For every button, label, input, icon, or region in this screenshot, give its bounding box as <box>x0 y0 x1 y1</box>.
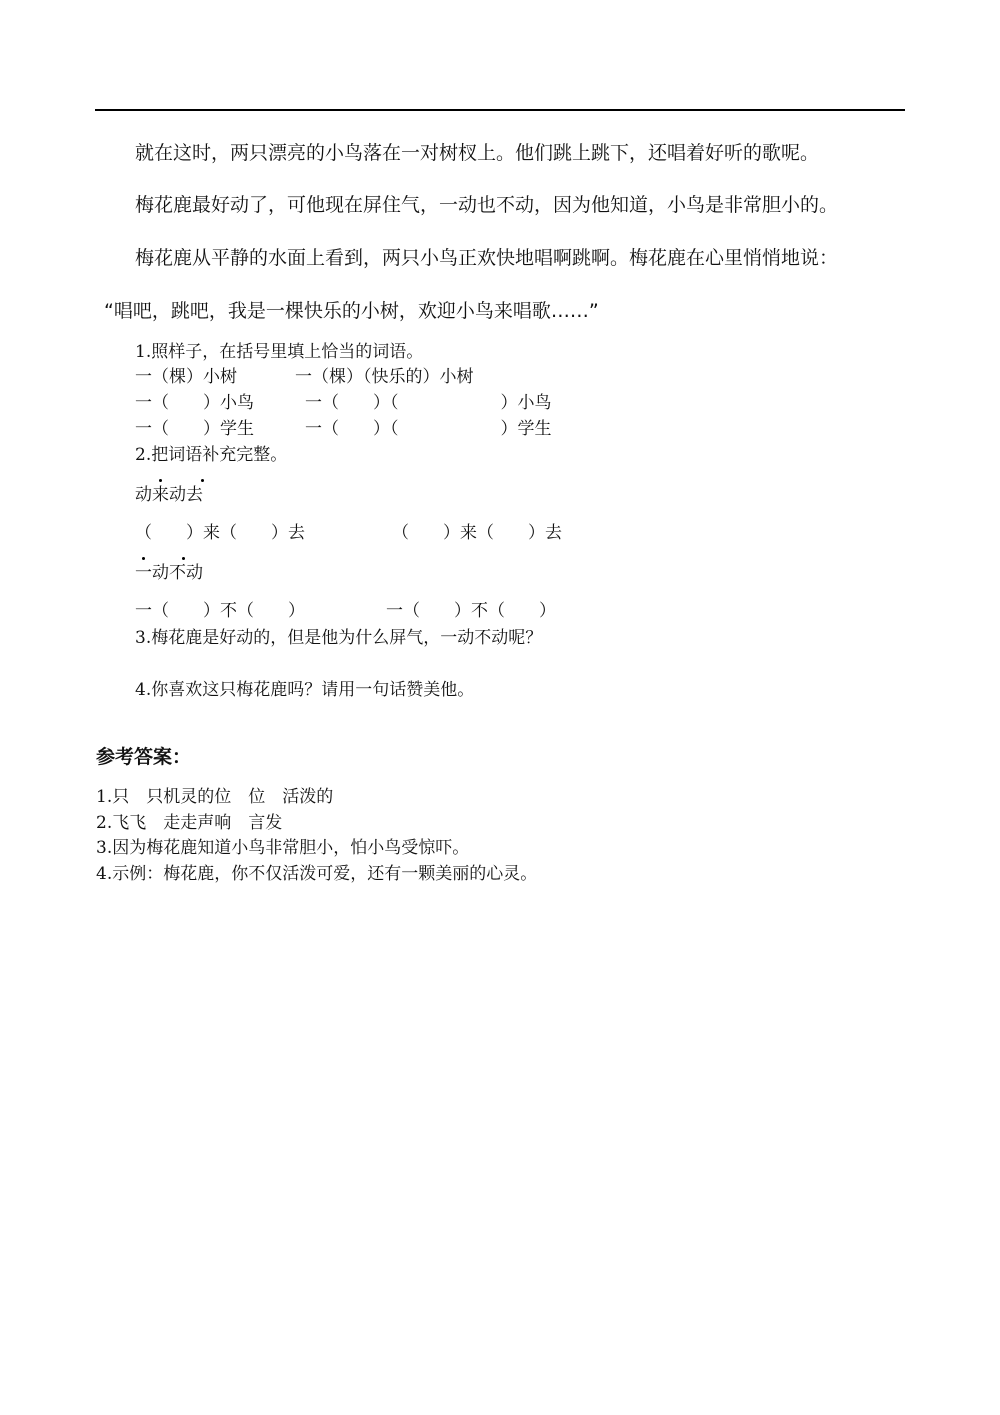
emphasis-dot <box>182 557 185 560</box>
question-1-title: 1.照样子，在括号里填上恰当的词语。 <box>135 342 424 362</box>
answer-item-4: 4.示例：梅花鹿，你不仅活泼可爱，还有一颗美丽的心灵。 <box>96 864 538 884</box>
header-rule <box>95 109 905 111</box>
question-1-row2-blank-a[interactable]: 一（ ）学生 <box>135 419 254 439</box>
passage-paragraph-3: 梅花鹿从平静的水面上看到，两只小鸟正欢快地唱啊跳啊。梅花鹿在心里悄悄地说： <box>135 247 839 269</box>
question-1-example-a: 一（棵）小树 <box>135 367 237 387</box>
question-3-title: 3.梅花鹿是好动的，但是他为什么屏气，一动不动呢？ <box>135 628 543 648</box>
question-1-row1-blank-b[interactable]: 一（ ）（ ）小鸟 <box>305 393 552 413</box>
answers-heading: 参考答案： <box>96 746 192 768</box>
emphasis-dot <box>201 479 204 482</box>
question-1-row2-blank-b[interactable]: 一（ ）（ ）学生 <box>305 419 552 439</box>
passage-paragraph-1: 就在这时，两只漂亮的小鸟落在一对树杈上。他们跳上跳下，还唱着好听的歌呢。 <box>135 142 820 164</box>
question-2-title: 2.把词语补充完整。 <box>135 445 288 465</box>
passage-paragraph-3-continued: “唱吧，跳吧，我是一棵快乐的小树，欢迎小鸟来唱歌……” <box>104 300 599 322</box>
emphasis-dot <box>159 479 162 482</box>
question-1-row1-blank-a[interactable]: 一（ ）小鸟 <box>135 393 254 413</box>
question-2-word-1: 动来动去 <box>135 485 203 505</box>
question-4-title: 4.你喜欢这只梅花鹿吗？请用一句话赞美他。 <box>135 680 475 700</box>
question-1-example-b: 一（棵）（快乐的）小树 <box>295 367 474 387</box>
answer-item-3: 3.因为梅花鹿知道小鸟非常胆小，怕小鸟受惊吓。 <box>96 838 470 858</box>
passage-paragraph-2: 梅花鹿最好动了，可他现在屏住气，一动也不动，因为他知道，小鸟是非常胆小的。 <box>135 194 839 216</box>
answer-item-1: 1.只 只机灵的位 位 活泼的 <box>96 787 334 807</box>
answer-item-2: 2.飞飞 走走声响 言发 <box>96 813 283 833</box>
question-2-word-2-blank-b[interactable]: 一（ ）不（ ） <box>386 601 556 621</box>
question-2-word-1-blank-a[interactable]: （ ）来（ ）去 <box>135 523 305 543</box>
emphasis-dot <box>142 557 145 560</box>
question-2-word-2: 一动不动 <box>135 563 203 583</box>
question-2-word-1-blank-b[interactable]: （ ）来（ ）去 <box>392 523 562 543</box>
question-2-word-2-blank-a[interactable]: 一（ ）不（ ） <box>135 601 305 621</box>
